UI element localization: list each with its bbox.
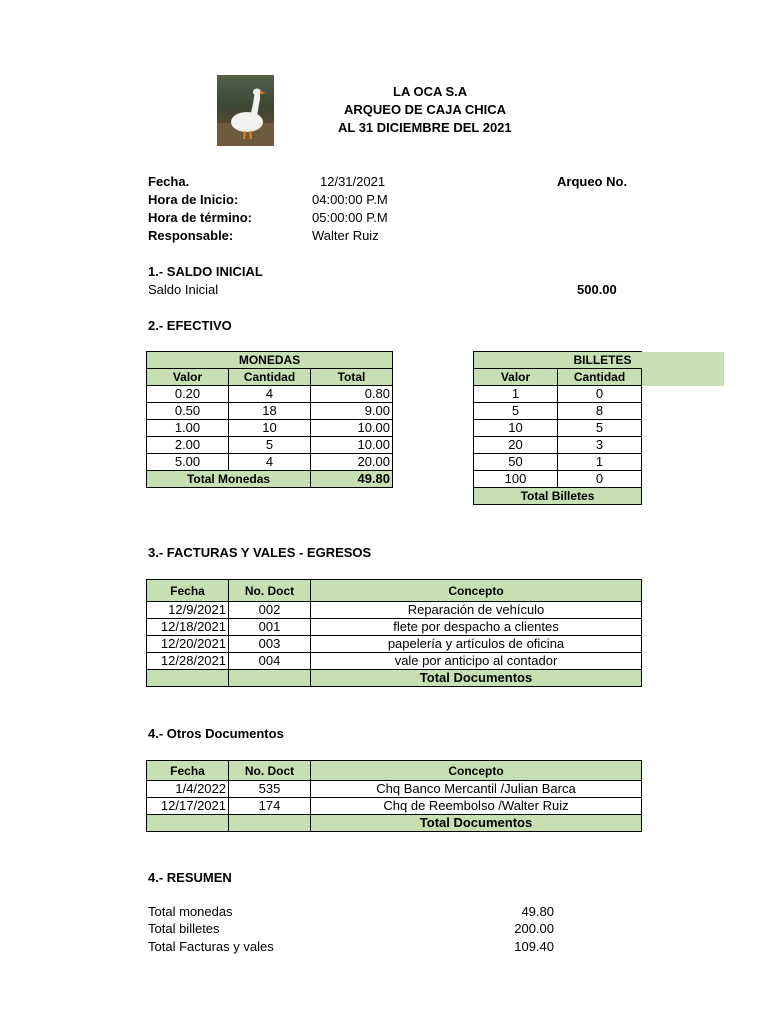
arqueo-label: Arqueo No. [557,174,628,189]
total-cell: 10.00 [311,420,393,437]
doct-cell: 004 [229,653,311,670]
cantidad-cell: 3 [558,437,642,454]
column-header: Cantidad [229,369,311,386]
concepto-cell: Reparación de vehículo [311,602,642,619]
table-row [147,653,642,670]
column-header: Valor [474,369,558,386]
column-header: Total [311,369,393,386]
valor-cell: 5 [474,403,558,420]
section-saldo-title: 1.- SALDO INICIAL [148,264,263,279]
total-monedas-value: 49.80 [311,471,393,488]
goose-photo-icon [217,75,274,146]
fecha-label: Fecha. [148,174,190,189]
doct-cell: 003 [229,636,311,653]
valor-cell: 0.20 [147,386,229,403]
fecha-value: 12/31/2021 [320,174,386,189]
hora-termino-label: Hora de término: [148,210,253,225]
resumen-label: Total monedas [148,904,233,919]
table-row [147,602,642,619]
facturas-table [146,579,642,687]
total-cell: 0.80 [311,386,393,403]
fecha-cell: 12/9/2021 [147,602,229,619]
cantidad-cell: 4 [229,454,311,471]
fecha-cell: 12/20/2021 [147,636,229,653]
concepto-cell: papelería y artículos de oficina [311,636,642,653]
cantidad-cell: 0 [558,471,642,488]
resumen-value: 200.00 [514,921,554,936]
saldo-value: 500.00 [577,282,617,297]
valor-cell: 50 [474,454,558,471]
column-header: Cantidad [558,369,642,386]
table-row [474,437,642,454]
resumen-value: 49.80 [521,904,554,919]
concepto-cell: Chq Banco Mercantil /Julian Barca [311,781,642,798]
total-empty-cell [147,670,229,687]
resumen-label: Total Facturas y vales [148,939,274,954]
table-row [474,403,642,420]
column-header: Fecha [147,580,229,602]
hora-inicio-value: 04:00:00 P.M [312,192,388,207]
valor-cell: 20 [474,437,558,454]
otros-total-label: Total Documentos [311,815,642,832]
column-header: Fecha [147,761,229,781]
total-cell: 9.00 [311,403,393,420]
hora-termino-value: 05:00:00 P.M [312,210,388,225]
section-resumen-title: 4.- RESUMEN [148,870,232,885]
cantidad-cell: 5 [558,420,642,437]
company-name: LA OCA S.A [393,84,468,99]
otros-table [146,760,642,832]
column-header: No. Doct [229,761,311,781]
fecha-cell: 12/17/2021 [147,798,229,815]
resumen-label: Total billetes [148,921,220,936]
doct-cell: 174 [229,798,311,815]
table-row [147,386,393,403]
concepto-cell: flete por despacho a clientes [311,619,642,636]
cantidad-cell: 5 [229,437,311,454]
total-cell: 10.00 [311,437,393,454]
concepto-cell: vale por anticipo al contador [311,653,642,670]
doct-cell: 535 [229,781,311,798]
table-row [474,386,642,403]
total-cell: 20.00 [311,454,393,471]
doct-cell: 002 [229,602,311,619]
concepto-cell: Chq de Reembolso /Walter Ruiz [311,798,642,815]
valor-cell: 1 [474,386,558,403]
section-efectivo-title: 2.- EFECTIVO [148,318,232,333]
billetes-table [473,351,642,505]
valor-cell: 2.00 [147,437,229,454]
monedas-table [146,351,393,488]
valor-cell: 10 [474,420,558,437]
cantidad-cell: 8 [558,403,642,420]
saldo-label: Saldo Inicial [148,282,219,297]
table-row [147,781,642,798]
cantidad-cell: 10 [229,420,311,437]
table-row [147,798,642,815]
cantidad-cell: 0 [558,386,642,403]
column-header: Concepto [311,761,642,781]
total-billetes-label: Total Billetes [474,488,642,505]
total-empty-cell [229,815,311,832]
column-header: Valor [147,369,229,386]
fecha-cell: 1/4/2022 [147,781,229,798]
table-row [474,420,642,437]
report-period: AL 31 DICIEMBRE DEL 2021 [338,120,512,135]
valor-cell: 100 [474,471,558,488]
table-row [147,420,393,437]
responsable-label: Responsable: [148,228,234,243]
billetes-header-fill [641,352,724,386]
cantidad-cell: 4 [229,386,311,403]
valor-cell: 5.00 [147,454,229,471]
cantidad-cell: 18 [229,403,311,420]
monedas-title: MONEDAS [147,352,393,369]
table-row [147,403,393,420]
table-row [474,454,642,471]
valor-cell: 0.50 [147,403,229,420]
fecha-cell: 12/28/2021 [147,653,229,670]
section-facturas-title: 3.- FACTURAS Y VALES - EGRESOS [148,545,372,560]
billetes-title: BILLETES [474,352,642,369]
resumen-value: 109.40 [514,939,554,954]
doct-cell: 001 [229,619,311,636]
table-row [147,619,642,636]
table-row [147,636,642,653]
total-empty-cell [147,815,229,832]
total-monedas-label: Total Monedas [147,471,311,488]
table-row [147,437,393,454]
facturas-total-label: Total Documentos [311,670,642,687]
cantidad-cell: 1 [558,454,642,471]
responsable-value: Walter Ruiz [312,228,379,243]
table-row [147,454,393,471]
column-header: Concepto [311,580,642,602]
column-header: No. Doct [229,580,311,602]
table-row [474,471,642,488]
valor-cell: 1.00 [147,420,229,437]
total-empty-cell [229,670,311,687]
report-title: ARQUEO DE CAJA CHICA [344,102,507,117]
fecha-cell: 12/18/2021 [147,619,229,636]
section-otros-title: 4.- Otros Documentos [148,726,284,741]
hora-inicio-label: Hora de Inicio: [148,192,239,207]
